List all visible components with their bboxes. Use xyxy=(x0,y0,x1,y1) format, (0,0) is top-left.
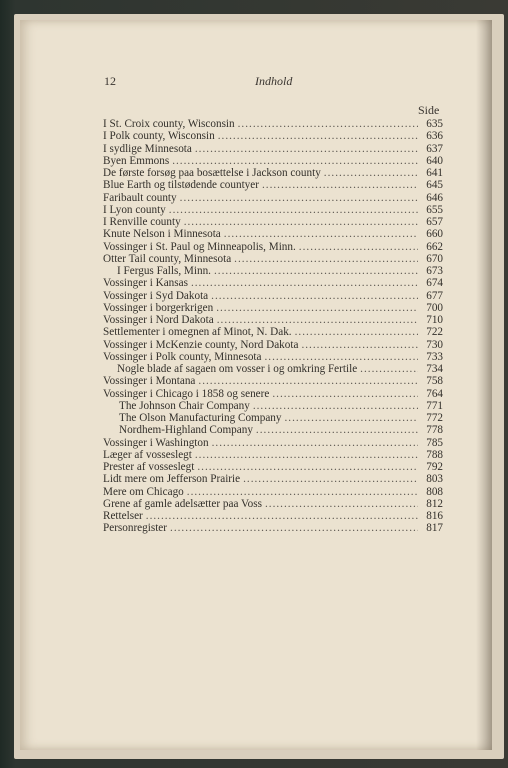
toc-entry-page: 788 xyxy=(426,448,443,461)
toc-entry xyxy=(103,192,443,204)
toc-entry xyxy=(103,388,443,400)
toc-leader-dots xyxy=(172,155,418,167)
toc-leader-dots xyxy=(169,204,418,216)
toc-leader-dots xyxy=(218,130,418,142)
toc-entry xyxy=(103,302,443,314)
toc-entry xyxy=(103,155,443,167)
toc-leader-dots xyxy=(299,241,418,253)
toc-entry xyxy=(103,498,443,510)
toc-entry-title: I Lyon county xyxy=(103,203,166,216)
toc-entry xyxy=(103,522,443,534)
toc-entry-page: 778 xyxy=(426,424,443,437)
toc-entry-page: 792 xyxy=(426,461,443,473)
toc-leader-dots xyxy=(265,351,419,363)
toc-entry-title: Vossinger i Nord Dakota xyxy=(103,314,214,326)
toc-entry xyxy=(103,326,443,338)
toc-entry-title: Otter Tail county, Minnesota xyxy=(103,252,232,265)
toc-entry xyxy=(103,130,443,142)
toc-leader-dots xyxy=(285,412,419,424)
toc-entry-title: The Olson Manufacturing Company xyxy=(119,412,282,424)
toc-entry xyxy=(103,461,443,473)
toc-leader-dots xyxy=(253,400,418,412)
toc-leader-dots xyxy=(224,228,418,240)
toc-entry-page: 758 xyxy=(426,375,443,388)
toc-entry-title: Vossinger i Syd Dakota xyxy=(103,289,209,302)
page-number: 12 xyxy=(104,74,116,88)
toc-entry xyxy=(103,265,443,277)
toc-entry-title: Lidt mere om Jefferson Prairie xyxy=(103,473,241,486)
toc-entry xyxy=(103,253,443,265)
toc-entry-page: 785 xyxy=(426,436,443,449)
toc-entry-page: 635 xyxy=(426,118,443,130)
toc-leader-dots xyxy=(216,302,418,314)
toc-entry-title: I sydlige Minnesota xyxy=(103,142,192,155)
toc-leader-dots xyxy=(195,143,418,155)
toc-entry-page: 722 xyxy=(426,326,443,339)
toc-leader-dots xyxy=(256,424,418,436)
toc-entry-page: 674 xyxy=(426,277,443,290)
toc-entry xyxy=(103,486,443,498)
toc-leader-dots xyxy=(295,326,418,338)
toc-leader-dots xyxy=(146,510,418,522)
toc-entry-title: Vossinger i McKenzie county, Nord Dakota xyxy=(103,338,299,351)
page-column-label: Side xyxy=(418,103,440,117)
toc-entry-page: 812 xyxy=(426,497,443,510)
toc-leader-dots xyxy=(238,118,418,130)
toc-leader-dots xyxy=(360,363,418,375)
toc-leader-dots xyxy=(211,290,418,302)
toc-entry-page: 817 xyxy=(426,522,443,535)
toc-entry xyxy=(103,375,443,387)
toc-entry xyxy=(103,290,443,302)
toc-leader-dots xyxy=(191,277,418,289)
toc-entry-page: 771 xyxy=(426,399,443,412)
toc-leader-dots xyxy=(243,473,418,485)
toc-leader-dots xyxy=(301,339,418,351)
toc-entry-page: 641 xyxy=(426,167,443,179)
toc-entry xyxy=(103,400,443,412)
toc-entry-page: 662 xyxy=(426,240,443,253)
toc-entry-page: 730 xyxy=(426,338,443,351)
toc-entry-page: 637 xyxy=(426,142,443,155)
spine-shadow xyxy=(476,20,492,750)
toc-entry xyxy=(103,277,443,289)
toc-leader-dots xyxy=(198,375,418,387)
toc-leader-dots xyxy=(197,461,418,473)
toc-entry-title: Grene af gamle adelsætter paa Voss xyxy=(103,497,262,510)
toc-entry-page: 677 xyxy=(426,289,443,302)
toc-entry-title: Vossinger i Kansas xyxy=(103,277,188,290)
toc-entry-title: I St. Croix county, Wisconsin xyxy=(103,118,235,130)
toc-entry-page: 734 xyxy=(426,363,443,375)
toc-leader-dots xyxy=(214,265,418,277)
toc-entry xyxy=(103,424,443,436)
toc-entry-page: 673 xyxy=(426,265,443,277)
toc-leader-dots xyxy=(170,522,418,534)
toc-entry-title: Læger af vosseslegt xyxy=(103,448,192,461)
toc-leader-dots xyxy=(234,253,418,265)
toc-entry xyxy=(103,412,443,424)
toc-entry xyxy=(103,351,443,363)
toc-leader-dots xyxy=(180,192,418,204)
toc-entry-title: Rettelser xyxy=(103,510,143,522)
toc-entry-title: Settlementer i omegnen af Minot, N. Dak. xyxy=(103,326,292,339)
toc-leader-dots xyxy=(272,388,418,400)
toc-entry-title: Prester af vosseslegt xyxy=(103,461,195,473)
toc-entry-title: Vossinger i Chicago i 1858 og senere xyxy=(103,387,270,400)
toc-entry-title: Blue Earth og tilstødende countyer xyxy=(103,179,259,192)
toc-entry-page: 710 xyxy=(426,314,443,326)
toc-entry xyxy=(103,449,443,461)
toc-entry xyxy=(103,179,443,191)
toc-entry xyxy=(103,118,443,130)
toc-entry-page: 816 xyxy=(426,510,443,522)
toc-entry-page: 772 xyxy=(426,412,443,424)
toc-entry-title: Nogle blade af sagaen om vosser i og omkring Fertile xyxy=(117,363,358,375)
running-head: Indhold xyxy=(255,74,293,88)
toc-entry-title: Faribault county xyxy=(103,191,177,204)
toc-entry xyxy=(103,510,443,522)
toc-entry-page: 700 xyxy=(426,301,443,314)
toc-entry-title: Personregister xyxy=(103,522,168,535)
toc-entry-title: Byen Emmons xyxy=(103,154,170,167)
toc-entry-page: 803 xyxy=(426,473,443,486)
toc-entry xyxy=(103,216,443,228)
toc-entry-title: Nordhem-Highland Company xyxy=(119,424,253,437)
toc-entry-title: De første forsøg paa bosættelse i Jackson county xyxy=(103,167,321,179)
toc-entry-page: 733 xyxy=(426,350,443,363)
toc-entry-page: 660 xyxy=(426,228,443,241)
toc-entry xyxy=(103,437,443,449)
toc-entry-title: Vossinger i Washington xyxy=(103,436,209,449)
toc-entry xyxy=(103,228,443,240)
toc-entry-title: Vossinger i Polk county, Minnesota xyxy=(103,350,262,363)
toc-leader-dots xyxy=(324,167,418,179)
toc-entry xyxy=(103,363,443,375)
toc-entry-title: The Johnson Chair Company xyxy=(119,399,250,412)
toc-entry xyxy=(103,143,443,155)
toc-entry-page: 636 xyxy=(426,130,443,143)
toc-entry-title: Vossinger i Montana xyxy=(103,375,196,388)
toc-entry-page: 640 xyxy=(426,154,443,167)
toc-leader-dots xyxy=(217,314,418,326)
toc-entry-title: Vossinger i borgerkrigen xyxy=(103,301,214,314)
toc-leader-dots xyxy=(187,486,418,498)
toc-entry xyxy=(103,204,443,216)
toc-entry-title: I Fergus Falls, Minn. xyxy=(117,265,211,277)
toc-entry-page: 655 xyxy=(426,203,443,216)
table-of-contents xyxy=(103,118,443,535)
toc-entry-page: 764 xyxy=(426,387,443,400)
toc-leader-dots xyxy=(184,216,418,228)
toc-entry xyxy=(103,339,443,351)
toc-entry-page: 646 xyxy=(426,191,443,204)
toc-entry-title: Mere om Chicago xyxy=(103,485,184,498)
toc-entry-page: 657 xyxy=(426,216,443,228)
toc-entry-page: 670 xyxy=(426,252,443,265)
toc-entry xyxy=(103,241,443,253)
toc-entry-title: I Polk county, Wisconsin xyxy=(103,130,215,143)
toc-entry xyxy=(103,167,443,179)
toc-leader-dots xyxy=(195,449,418,461)
toc-entry-page: 808 xyxy=(426,485,443,498)
toc-leader-dots xyxy=(265,498,418,510)
toc-entry xyxy=(103,314,443,326)
toc-entry-title: I Renville county xyxy=(103,216,181,228)
toc-entry-title: Knute Nelson i Minnesota xyxy=(103,228,221,241)
toc-leader-dots xyxy=(262,179,418,191)
toc-entry-title: Vossinger i St. Paul og Minneapolis, Minn. xyxy=(103,240,296,253)
toc-entry-page: 645 xyxy=(426,179,443,192)
toc-leader-dots xyxy=(212,437,418,449)
toc-entry xyxy=(103,473,443,485)
